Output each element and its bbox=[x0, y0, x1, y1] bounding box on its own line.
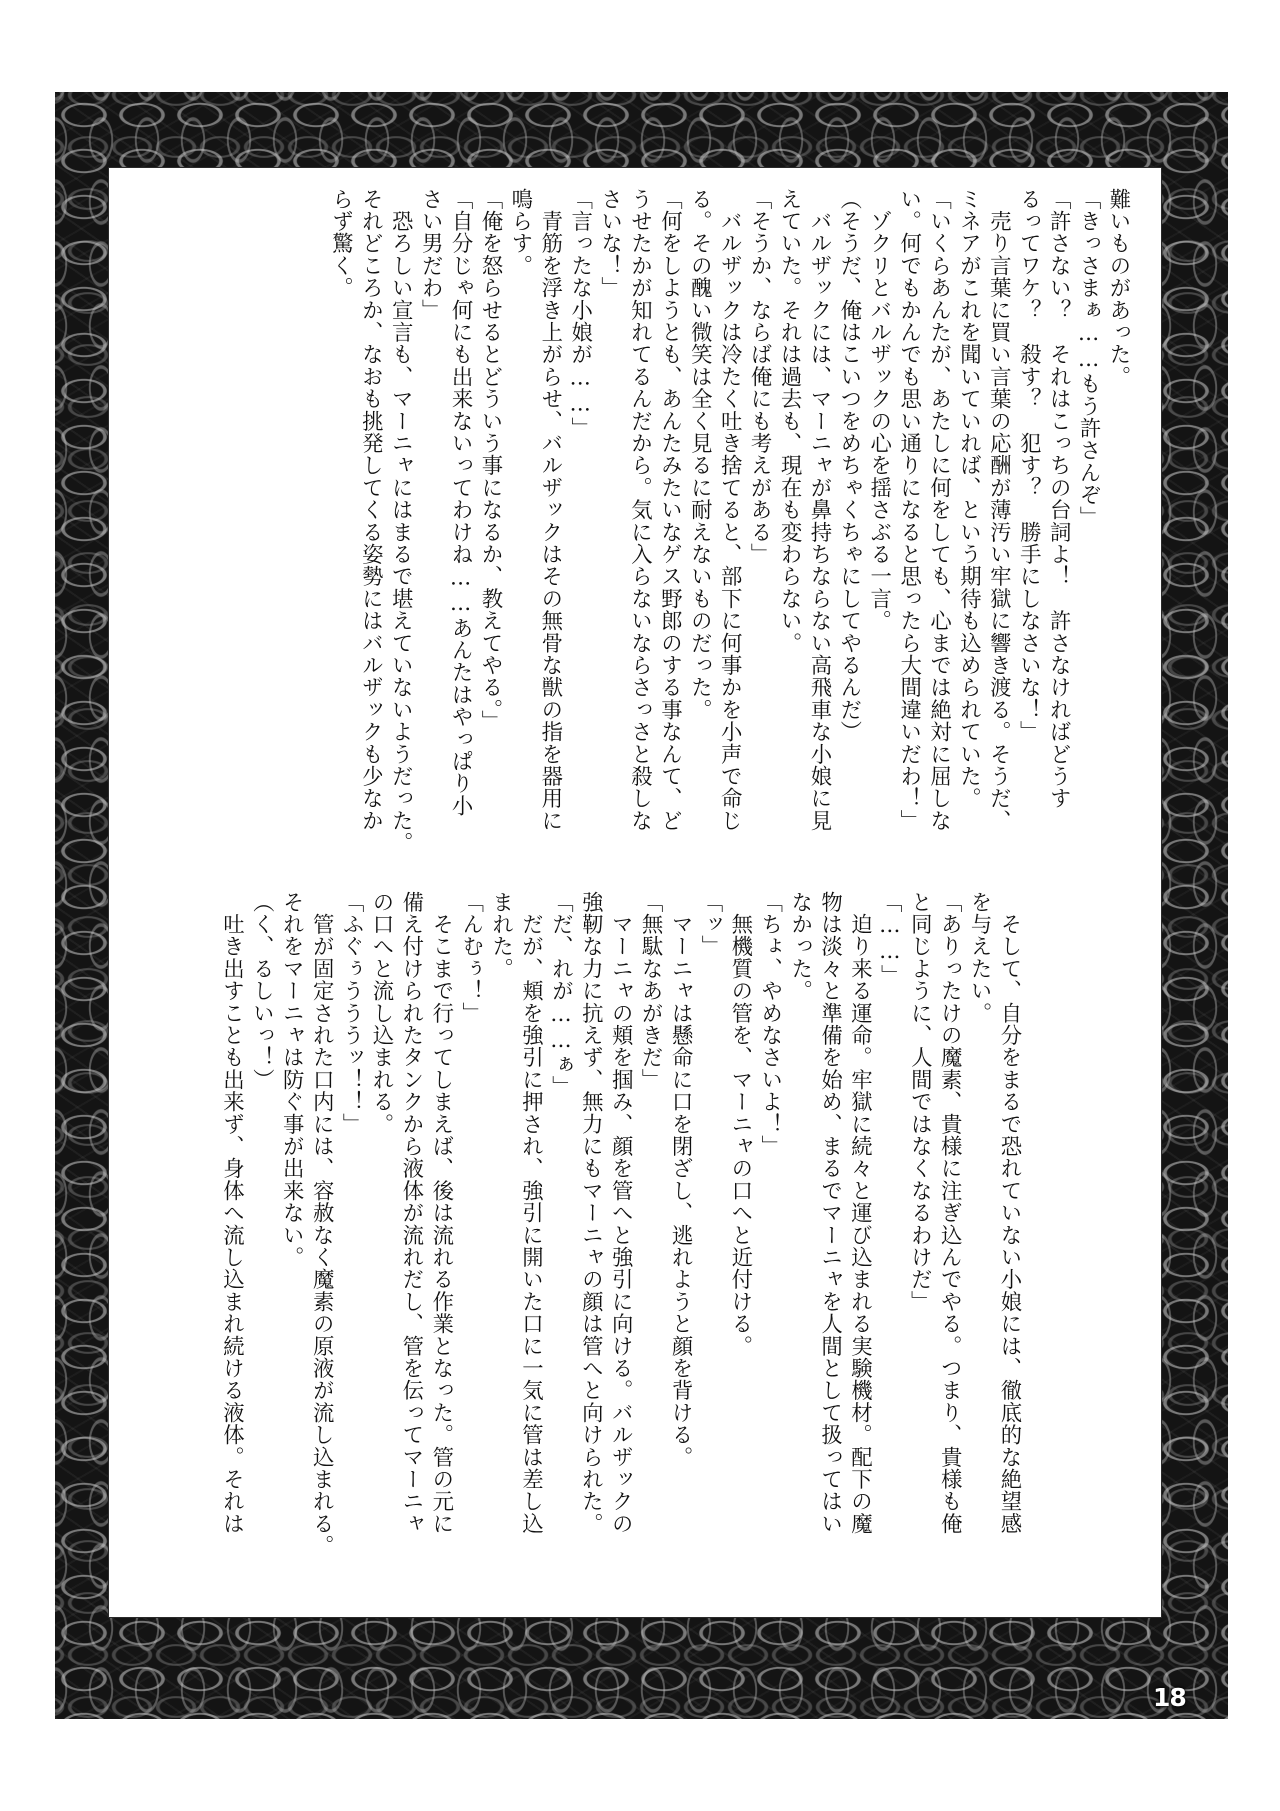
text-line: 売り言葉に買い言葉の応酬が薄汚い牢獄に響き渡る。そうだ、 bbox=[986, 188, 1012, 832]
text-line: 「ありったけの魔素、貴様に注ぎ込んでやる。つまり、貴様も俺 bbox=[937, 891, 963, 1535]
text-line: 「ふぐぅうううッ！！」 bbox=[339, 891, 365, 1136]
text-line: の口へと流し込まれる。 bbox=[368, 891, 394, 1136]
text-line: さい男だわ」 bbox=[418, 188, 444, 322]
text-line: えていた。それは過去も、現在も変わらない。 bbox=[777, 188, 803, 655]
text-line: 「きっさまぁ……もう許さんぞ」 bbox=[1076, 188, 1102, 529]
text-line: い。何でもかんでも思い通りになると思ったら大間違いだわ！」 bbox=[896, 188, 922, 832]
text-line: だが、頬を強引に押され、強引に開いた口に一気に管は差し込 bbox=[518, 891, 544, 1535]
text-line: ミネアがこれを聞いていれば、という期待も込められていた。 bbox=[956, 188, 982, 810]
text-line: 「言ったな小娘が……」 bbox=[567, 188, 593, 440]
text-line: バルザックは冷たく吐き捨てると、部下に何事かを小声で命じ bbox=[717, 188, 743, 832]
text-line: 「俺を怒らせるとどういう事になるか、教えてやる。」 bbox=[477, 188, 503, 733]
text-line: 「許さない？ それはこっちの台詞よ！ 許さなければどうす bbox=[1046, 188, 1072, 810]
text-line: うせたかが知れてるんだから。気に入らないならさっさと殺しな bbox=[627, 188, 653, 832]
text-line: マーニャの頬を掴み、顔を管へと強引に向ける。バルザックの bbox=[608, 891, 634, 1535]
text-line: と同じように、人間ではなくなるわけだ」 bbox=[907, 891, 933, 1313]
text-line: まれた。 bbox=[488, 891, 514, 980]
text-line: さいな！」 bbox=[597, 188, 623, 299]
text-line: 青筋を浮き上がらせ、バルザックはその無骨な獣の指を器用に bbox=[537, 188, 563, 832]
text-line: 恐ろしい宣言も、マーニャにはまるで堪えていないようだった。 bbox=[388, 188, 414, 854]
text-line: 「……」 bbox=[877, 891, 903, 987]
upper-text-column bbox=[326, 188, 1133, 854]
text-line: 吐き出すことも出来ず、身体へ流し込まれ続ける液体。それは bbox=[219, 891, 245, 1535]
text-line: 管が固定された口内には、容赦なく魔素の原液が流し込まれる。 bbox=[309, 891, 335, 1557]
text-line: 「ちょ、やめなさいよ！」 bbox=[757, 891, 783, 1158]
text-line: 鳴らす。 bbox=[507, 188, 533, 277]
text-line: 無機質の管を、マーニャの口へと近付ける。 bbox=[727, 891, 753, 1358]
text-line: る。その醜い微笑は全く見るに耐えないものだった。 bbox=[687, 188, 713, 721]
text-line: そこまで行ってしまえば、後は流れる作業となった。管の元に bbox=[428, 891, 454, 1535]
text-line: バルザックには、マーニャが鼻持ちならない高飛車な小娘に見 bbox=[806, 188, 832, 832]
text-line: を与えたい。 bbox=[967, 891, 993, 1025]
text-line: 「だ、れが……ぁ」 bbox=[548, 891, 574, 1098]
text-line: 迫り来る運命。牢獄に続々と運び込まれる実験機材。配下の魔 bbox=[847, 891, 873, 1535]
text-line: なかった。 bbox=[787, 891, 813, 1002]
text-line: （そうだ、俺はこいつをめちゃくちゃにしてやるんだ） bbox=[836, 188, 862, 743]
text-line: （く、るしいっ！） bbox=[249, 891, 275, 1091]
text-line: 難いものがあった。 bbox=[1106, 188, 1131, 388]
text-line: 「無駄なあがきだ」 bbox=[638, 891, 664, 1091]
text-line: 「そうか、ならば俺にも考えがある」 bbox=[747, 188, 773, 566]
page-number: 18 bbox=[1153, 1683, 1186, 1712]
text-line: 備え付けられたタンクから液体が流れだし、管を伝ってマーニャ bbox=[398, 891, 424, 1535]
text-line: 物は淡々と準備を始め、まるでマーニャを人間として扱ってはい bbox=[817, 891, 843, 1535]
text-line: 「自分じゃ何にも出来ないってわけね……あんたはやっぱり小 bbox=[448, 188, 474, 817]
text-line: 「何をしようとも、あんたみたいなゲス野郎のする事なんて、ど bbox=[657, 188, 683, 832]
text-line: 「んむぅ！」 bbox=[458, 891, 484, 1025]
text-line: らず驚く。 bbox=[328, 188, 354, 299]
text-panel bbox=[109, 168, 1161, 1617]
text-line: それどころか、なおも挑発してくる姿勢にはバルザックも少なか bbox=[358, 188, 384, 832]
text-line: そして、自分をまるで恐れていない小娘には、徹底的な絶望感 bbox=[997, 891, 1022, 1535]
text-line: ゾクリとバルザックの心を揺さぶる一言。 bbox=[866, 188, 892, 632]
text-line: それをマーニャは防ぐ事が出来ない。 bbox=[279, 891, 305, 1269]
lower-text-column bbox=[217, 891, 1024, 1611]
text-line: マーニャは懸命に口を閉ざし、逃れようと顔を背ける。 bbox=[668, 891, 694, 1469]
text-line: るってワケ？ 殺す？ 犯す？ 勝手にしなさいな！」 bbox=[1016, 188, 1042, 743]
text-line: 「ッ」 bbox=[697, 891, 723, 958]
text-line: 強靭な力に抗えず、無力にもマーニャの顔は管へと向けられた。 bbox=[578, 891, 604, 1535]
text-line: 「いくらあんたが、あたしに何をしても、心までは絶対に屈しな bbox=[926, 188, 952, 832]
